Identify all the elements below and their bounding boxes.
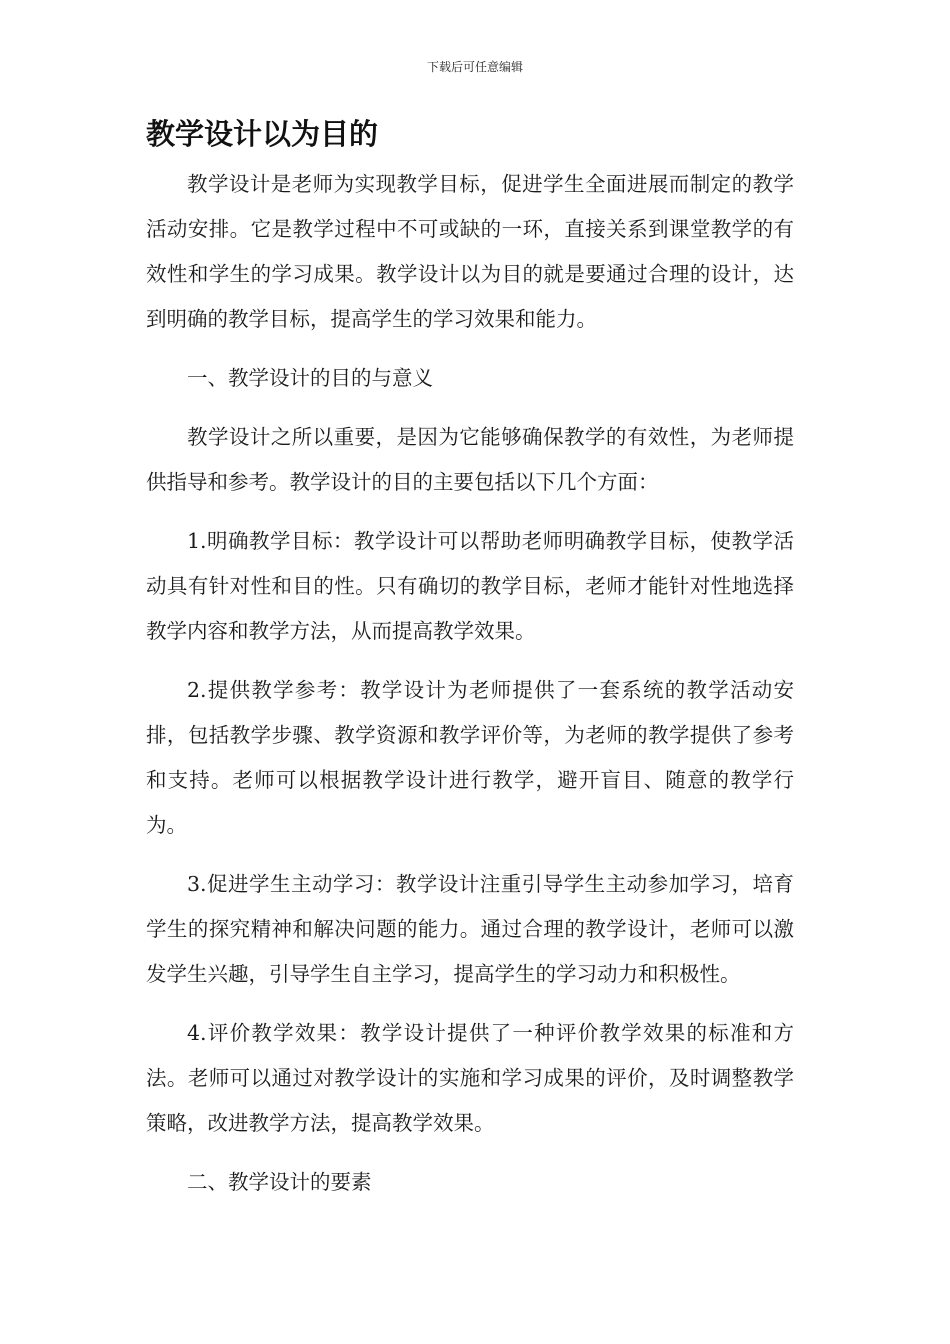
section-heading-1: 一、教学设计的目的与意义 [187,366,433,390]
paragraph-intro: 教学设计是老师为实现教学目标，促进学生全面进展而制定的教学活动安排。它是教学过程中不可或缺的一环，直接关系到课堂教学的有效性和学生的学习成果。教学设计以为目的就是要通过合理的设计，达到明确的教学目标，提高学生的学习效果和能力。 [146,172,794,331]
list-item-4: 4.评价教学效果：教学设计提供了一种评价教学效果的标准和方法。老师可以通过对教学设计的实施和学习成果的评价，及时调整教学策略，改进教学方法，提高教学效果。 [146,1021,794,1135]
document-body [146,162,794,1219]
paragraph-importance: 教学设计之所以重要，是因为它能够确保教学的有效性，为老师提供指导和参考。教学设计的目的主要包括以下几个方面： [146,425,794,494]
list-item-3: 3.促进学生主动学习：教学设计注重引导学生主动参加学习，培育学生的探究精神和解决问题的能力。通过合理的教学设计，老师可以激发学生兴趣，引导学生自主学习，提高学生的学习动力和积极性。 [146,872,794,986]
document-title: 教学设计以为目的 [146,117,379,151]
header-note: 下载后可任意编辑 [426,60,523,74]
section-heading-2: 二、教学设计的要素 [187,1170,372,1194]
list-item-2: 2.提供教学参考：教学设计为老师提供了一套系统的教学活动安排，包括教学步骤、教学资源和教学评价等，为老师的教学提供了参考和支持。老师可以根据教学设计进行教学，避开盲目、随意的教学行为。 [146,678,794,837]
list-item-1: 1.明确教学目标：教学设计可以帮助老师明确教学目标，使教学活动具有针对性和目的性。只有确切的教学目标，老师才能针对性地选择教学内容和教学方法，从而提高教学效果。 [146,529,794,643]
